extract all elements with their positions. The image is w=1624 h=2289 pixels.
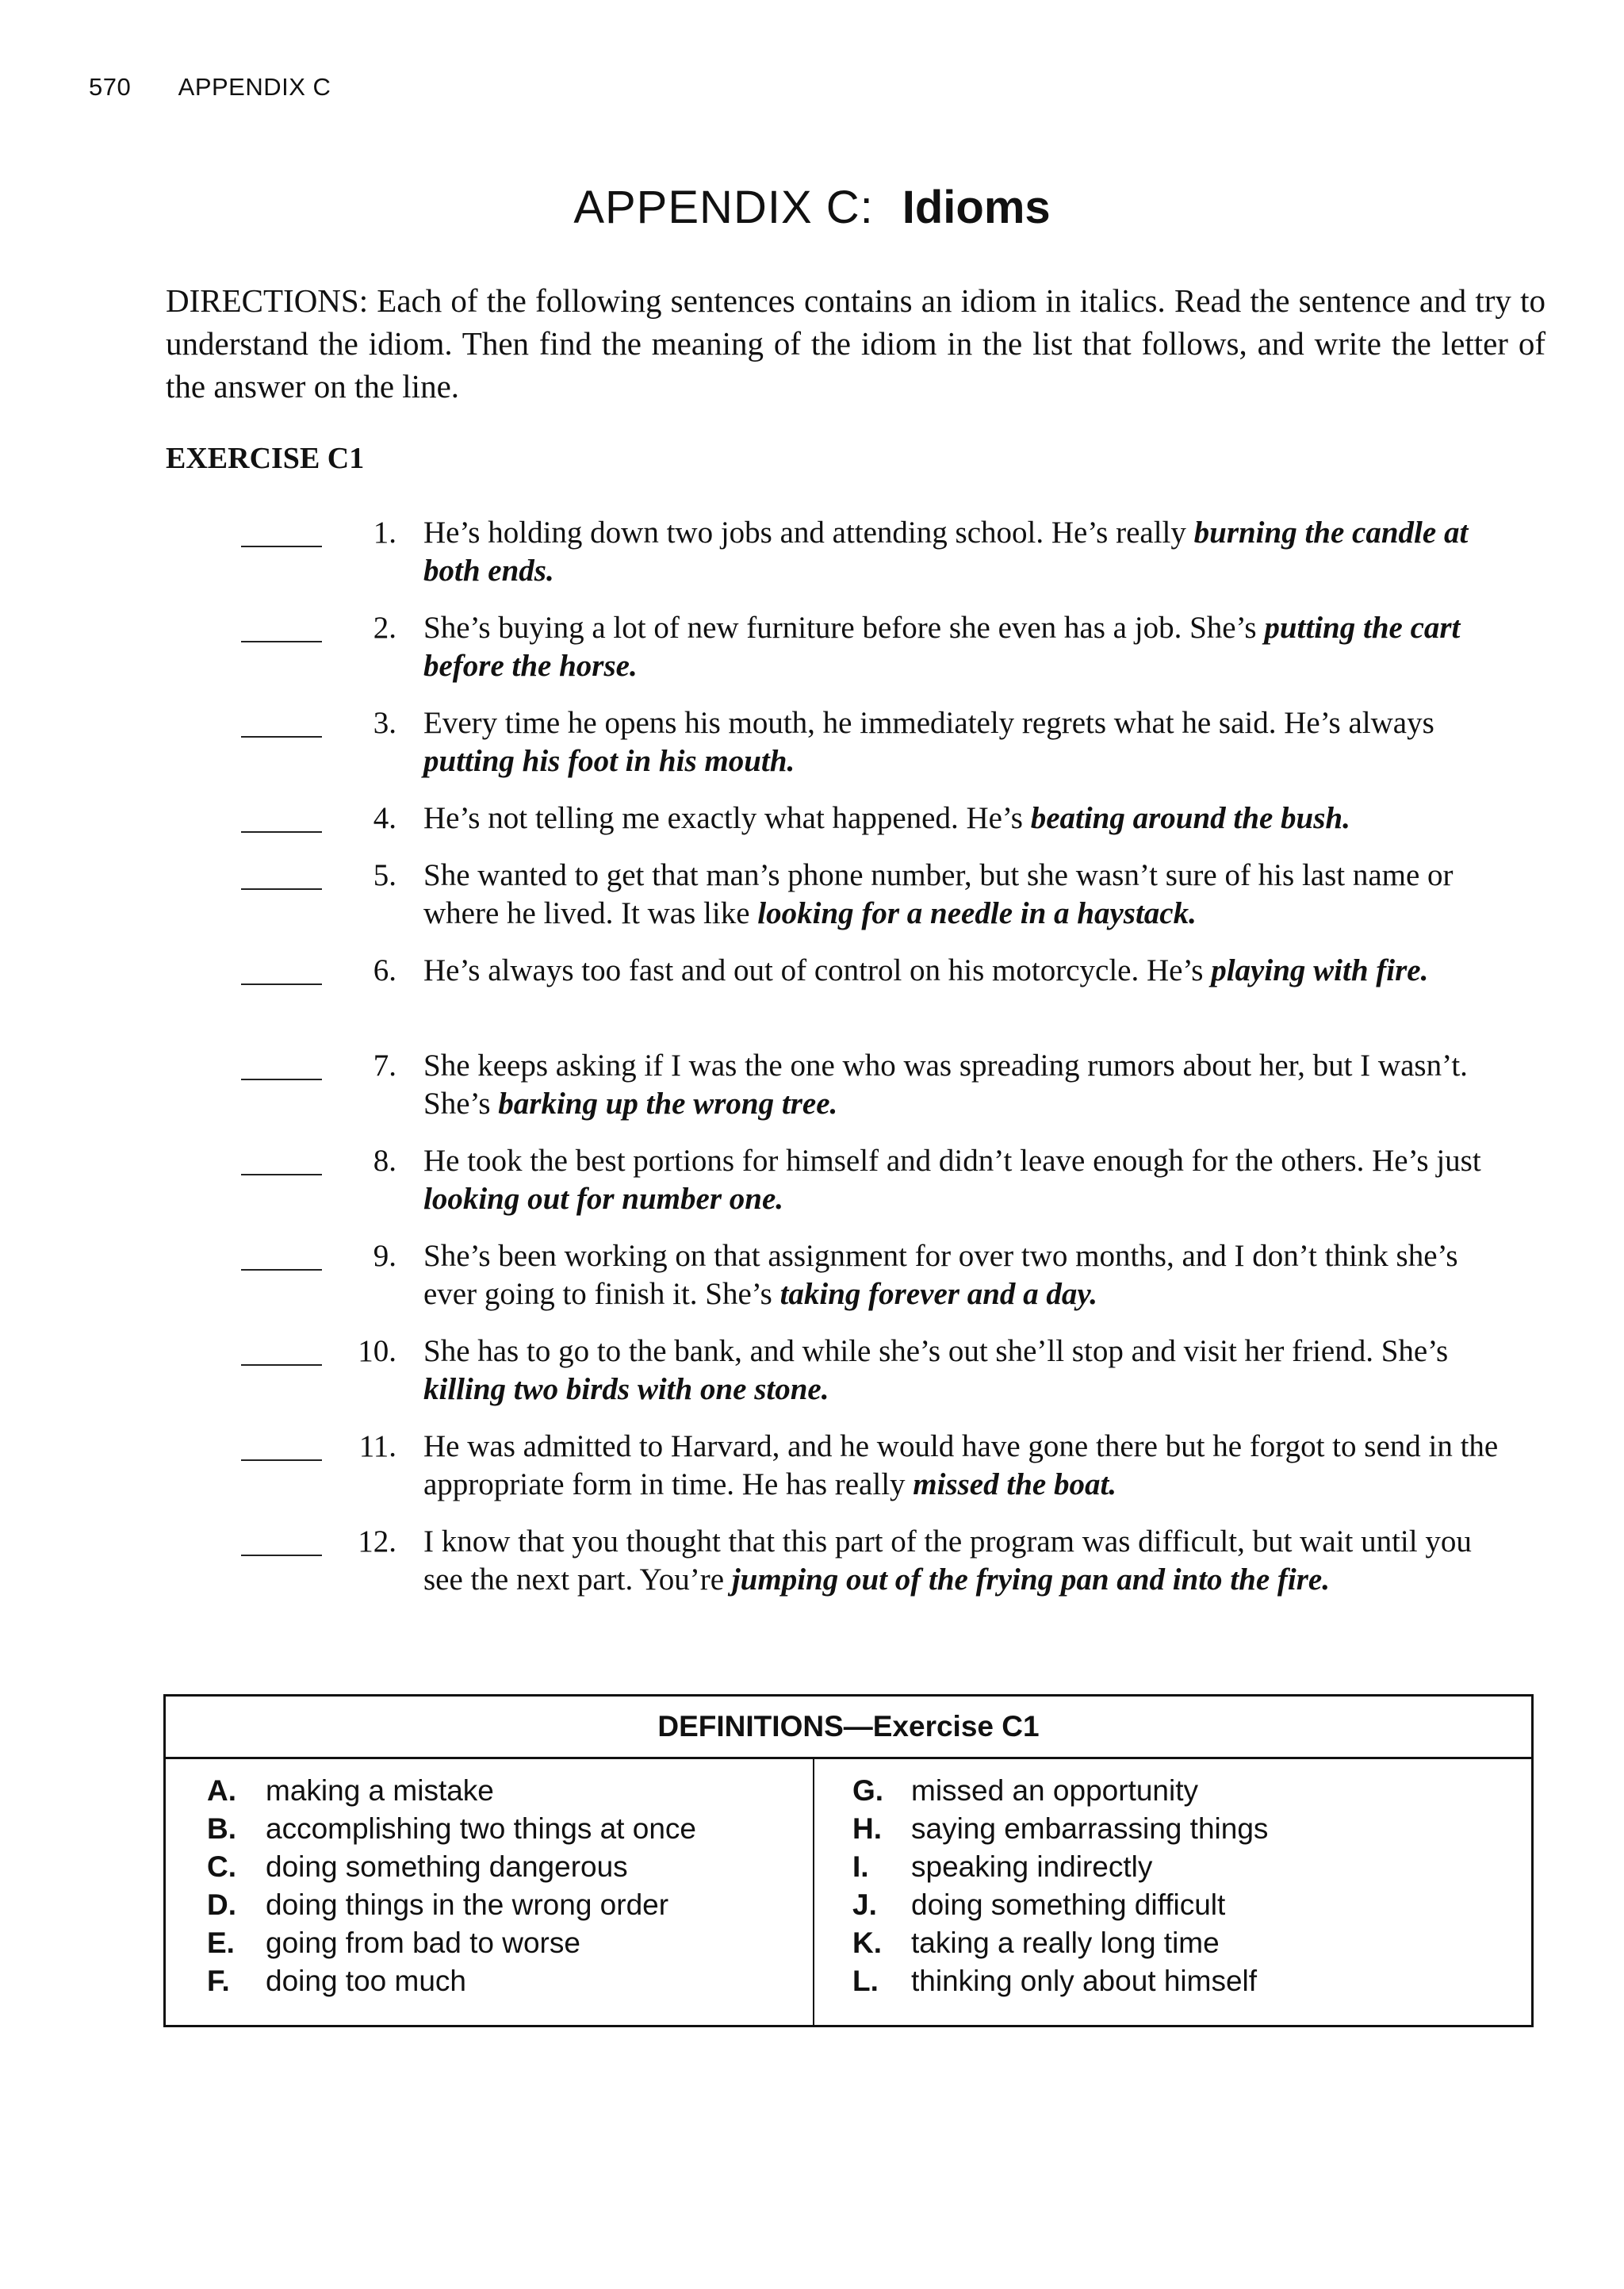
definition-row: [852, 1772, 1268, 1810]
item-number: 11.: [358, 1429, 396, 1463]
running-head-title: APPENDIX C: [178, 73, 331, 101]
idiom-text: killing two birds with one stone.: [423, 1372, 829, 1406]
exercise-item: [0, 1523, 1624, 1637]
definition-row: [852, 1924, 1268, 1962]
idiom-text: missed the boat.: [913, 1467, 1117, 1501]
definition-text: doing things in the wrong order: [266, 1888, 669, 1921]
exercise-item: [0, 952, 1624, 1047]
sentence-text: She’s been working on that assignment for over two months, and I don’t think she’s ever going to finish it. She’s: [423, 1239, 1458, 1311]
sentence-text: She wanted to get that man’s phone number, but she wasn’t sure of his last name or where he lived. It was like: [423, 858, 1454, 930]
idiom-text: putting the cart before the horse.: [423, 611, 1461, 683]
answer-blank[interactable]: [241, 1459, 322, 1461]
sentence-text: She keeps asking if I was the one who was spreading rumors about her, but I wasn’t. She’s: [423, 1049, 1468, 1121]
item-sentence: [423, 1332, 1518, 1409]
item-number: 5.: [373, 858, 396, 892]
item-number: 2.: [373, 611, 396, 645]
definition-text: saying embarrassing things: [911, 1812, 1269, 1845]
sentence-text: Every time he opens his mouth, he immediately regrets what he said. He’s always: [423, 706, 1434, 740]
item-number: 4.: [373, 801, 396, 835]
idiom-text: beating around the bush.: [1030, 801, 1350, 835]
definition-row: [207, 1886, 696, 1924]
definition-row: [207, 1962, 696, 2000]
definition-row: [852, 1962, 1268, 2000]
item-sentence: [423, 1523, 1518, 1599]
item-number: 10.: [358, 1334, 396, 1368]
running-head: [89, 73, 331, 102]
item-sentence: [423, 1428, 1518, 1504]
definition-text: making a mistake: [266, 1774, 494, 1807]
idiom-text: putting his foot in his mouth.: [423, 744, 795, 778]
definition-row: [207, 1924, 696, 1962]
item-sentence: [423, 857, 1518, 933]
definition-letter: H.: [852, 1812, 882, 1845]
exercise-item: [0, 514, 1624, 609]
idiom-text: jumping out of the frying pan and into the fire.: [731, 1562, 1330, 1597]
sentence-text: She’s buying a lot of new furniture before she even has a job. She’s: [423, 611, 1265, 645]
sentence-text: He’s always too fast and out of control on his motorcycle. He’s: [423, 953, 1212, 987]
column-divider: [813, 1759, 814, 2027]
definition-letter: I.: [852, 1850, 869, 1883]
exercise-item: [0, 1047, 1624, 1142]
definition-row: [207, 1772, 696, 1810]
item-number: 6.: [373, 953, 396, 987]
definition-letter: D.: [207, 1888, 236, 1921]
answer-blank[interactable]: [241, 888, 322, 890]
definitions-title: DEFINITIONS—Exercise C1: [166, 1697, 1531, 1759]
item-number: 1.: [373, 516, 396, 550]
title-appendix: APPENDIX C:: [573, 182, 874, 233]
item-sentence: [423, 1237, 1518, 1313]
definition-row: [852, 1810, 1268, 1848]
definitions-columns: [166, 1759, 1531, 2027]
answer-blank[interactable]: [241, 736, 322, 738]
exercise-item: [0, 799, 1624, 857]
answer-blank[interactable]: [241, 1269, 322, 1271]
item-sentence: [423, 952, 1518, 990]
sentence-text: He’s not telling me exactly what happened. He’s: [423, 801, 1031, 835]
item-number: 8.: [373, 1144, 396, 1178]
item-sentence: [423, 609, 1518, 685]
definition-letter: F.: [207, 1965, 230, 1997]
idiom-text: looking for a needle in a haystack.: [757, 896, 1197, 930]
answer-blank[interactable]: [241, 1555, 322, 1556]
definition-row: [207, 1848, 696, 1886]
definition-text: doing something dangerous: [266, 1850, 628, 1883]
definition-text: taking a really long time: [911, 1927, 1220, 1959]
definition-row: [852, 1848, 1268, 1886]
idiom-text: burning the candle at both ends.: [423, 516, 1469, 588]
definition-text: speaking indirectly: [911, 1850, 1153, 1883]
definition-letter: K.: [852, 1927, 882, 1959]
exercise-item: [0, 704, 1624, 799]
answer-blank[interactable]: [241, 1174, 322, 1175]
definition-letter: J.: [852, 1888, 877, 1921]
item-number: 9.: [373, 1239, 396, 1273]
idiom-text: barking up the wrong tree.: [498, 1087, 838, 1121]
exercise-item: [0, 1332, 1624, 1428]
item-number: 12.: [358, 1524, 396, 1559]
definition-text: accomplishing two things at once: [266, 1812, 696, 1845]
definition-letter: A.: [207, 1774, 236, 1807]
answer-blank[interactable]: [241, 641, 322, 642]
sentence-text: He’s holding down two jobs and attending school. He’s really: [423, 516, 1194, 550]
definition-text: missed an opportunity: [911, 1774, 1198, 1807]
definitions-box: [163, 1694, 1534, 2027]
definition-letter: E.: [207, 1927, 235, 1959]
answer-blank[interactable]: [241, 1079, 322, 1080]
sentence-text: She has to go to the bank, and while she’s out she’ll stop and visit her friend. She’s: [423, 1334, 1449, 1368]
exercise-heading: EXERCISE C1: [166, 442, 365, 475]
answer-blank[interactable]: [241, 546, 322, 547]
exercise-item: [0, 857, 1624, 952]
page-number: 570: [89, 73, 132, 101]
definition-letter: C.: [207, 1850, 236, 1883]
definition-row: [207, 1810, 696, 1848]
definitions-left-column: [207, 1772, 696, 2000]
definition-letter: G.: [852, 1774, 884, 1807]
exercise-items: [0, 514, 1624, 1637]
title-topic: Idioms: [902, 182, 1051, 233]
definitions-right-column: [852, 1772, 1268, 2000]
answer-blank[interactable]: [241, 831, 322, 833]
item-sentence: [423, 799, 1518, 838]
answer-blank[interactable]: [241, 983, 322, 985]
definition-letter: L.: [852, 1965, 879, 1997]
idiom-text: looking out for number one.: [423, 1182, 784, 1216]
idiom-text: taking forever and a day.: [779, 1277, 1097, 1311]
item-number: 7.: [373, 1049, 396, 1083]
exercise-item: [0, 1237, 1624, 1332]
sentence-text: He was admitted to Harvard, and he would have gone there but he forgot to send in the appropriate form in time. He has really: [423, 1429, 1499, 1501]
item-sentence: [423, 1047, 1518, 1123]
item-sentence: [423, 514, 1518, 590]
item-number: 3.: [373, 706, 396, 740]
item-sentence: [423, 1142, 1518, 1218]
item-sentence: [423, 704, 1518, 780]
idiom-text: playing with fire.: [1211, 953, 1429, 987]
page-title: [0, 181, 1624, 234]
exercise-item: [0, 1142, 1624, 1237]
definition-row: [852, 1886, 1268, 1924]
definition-text: thinking only about himself: [911, 1965, 1258, 1997]
definition-text: doing something difficult: [911, 1888, 1226, 1921]
directions-paragraph: DIRECTIONS: Each of the following sentences contains an idiom in italics. Read the sentence and try to understand the idiom. Then find the meaning of the idiom in the list that follows, and write the letter of the answer on the line.: [166, 282, 1545, 405]
sentence-text: He took the best portions for himself and didn’t leave enough for the others. He’s just: [423, 1144, 1481, 1178]
exercise-item: [0, 609, 1624, 704]
definition-text: doing too much: [266, 1965, 467, 1997]
sentence-text: I know that you thought that this part of the program was difficult, but wait until you see the next part. You’re: [423, 1524, 1472, 1597]
exercise-item: [0, 1428, 1624, 1523]
definition-text: going from bad to worse: [266, 1927, 580, 1959]
definition-letter: B.: [207, 1812, 236, 1845]
answer-blank[interactable]: [241, 1364, 322, 1366]
